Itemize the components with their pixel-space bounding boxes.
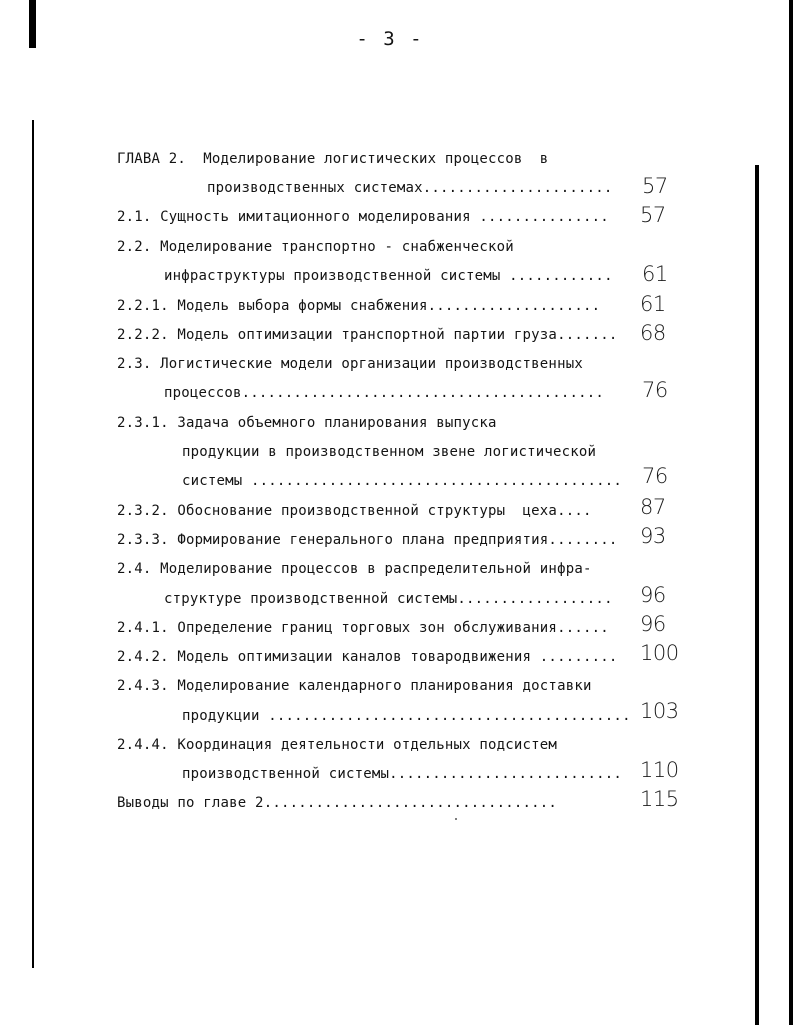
- toc-line: [207, 176, 613, 200]
- toc-entry-text: процессов..........................................: [164, 385, 605, 401]
- toc-line: [164, 381, 604, 405]
- toc-page-number: 57: [640, 203, 666, 227]
- toc-entry-text: продукции в производственном звене логистической: [182, 444, 597, 460]
- toc-page-number: 68: [640, 321, 666, 345]
- toc-entry-text: 2.2.2. Модель оптимизации транспортной партии груза.......: [117, 327, 618, 343]
- toc-page-number: 96: [640, 583, 666, 607]
- toc-line: [117, 205, 609, 229]
- toc-entry-text: инфраструктуры производственной системы ............: [164, 268, 613, 284]
- toc-line: [117, 791, 557, 815]
- toc-line: [182, 762, 622, 786]
- toc-entry-text: 2.1. Сущность имитационного моделирования ...............: [117, 209, 609, 225]
- toc-entry-text: 2.4.2. Модель оптимизации каналов товародвижения .........: [117, 649, 618, 665]
- toc-entry-text: 2.4.4. Координация деятельности отдельных подсистем: [117, 737, 558, 753]
- toc-line: [117, 733, 557, 757]
- toc-line: [117, 528, 617, 552]
- toc-line: [164, 587, 613, 611]
- scan-edge-mark: [755, 165, 759, 1025]
- toc-line: [117, 616, 609, 640]
- toc-page-number: 110: [640, 758, 679, 782]
- toc-entry-text: продукции ..........................................: [182, 708, 631, 724]
- toc-line: [182, 704, 631, 728]
- toc-line: [182, 440, 596, 464]
- toc-line: [117, 499, 592, 523]
- toc-entry-text: производственной системы...........................: [182, 766, 623, 782]
- toc-line: [117, 323, 617, 347]
- scan-speck: [455, 818, 457, 820]
- toc-entry-text: ГЛАВА 2. Моделирование логистических процессов в: [117, 151, 549, 167]
- page-number: - 3 -: [356, 28, 424, 50]
- toc-entry-text: системы ...........................................: [182, 473, 623, 489]
- toc-entry-text: 2.3.3. Формирование генерального плана предприятия........: [117, 532, 618, 548]
- toc-line: [117, 411, 497, 435]
- scan-edge-mark: [789, 0, 793, 1025]
- toc-line: [117, 645, 617, 669]
- toc-page-number: 115: [640, 787, 679, 811]
- toc-entry-text: Выводы по главе 2..................................: [117, 795, 558, 811]
- toc-entry-text: 2.4.3. Моделирование календарного планирования доставки: [117, 678, 592, 694]
- toc-entry-text: производственных системах......................: [207, 180, 613, 196]
- toc-entry-text: 2.3.2. Обоснование производственной структуры цеха....: [117, 503, 592, 519]
- toc-entry-text: структуре производственной системы..................: [164, 591, 613, 607]
- toc-line: [164, 264, 613, 288]
- toc-entry-text: 2.4. Моделирование процессов в распределительной инфра-: [117, 561, 592, 577]
- toc-page-number: 103: [640, 699, 679, 723]
- toc-page-number: 93: [640, 524, 666, 548]
- toc-page-number: 61: [640, 292, 666, 316]
- toc-page-number: 61: [642, 262, 668, 286]
- toc-line: [117, 235, 514, 259]
- toc-entry-text: 2.3.1. Задача объемного планирования выпуска: [117, 415, 497, 431]
- toc-line: [117, 674, 592, 698]
- toc-entry-text: 2.2. Моделирование транспортно - снабженческой: [117, 239, 514, 255]
- toc-page-number: 100: [640, 641, 679, 665]
- scan-edge-mark: [29, 0, 36, 48]
- toc-line: [182, 469, 622, 493]
- toc-line: [117, 352, 583, 376]
- toc-line: [117, 557, 592, 581]
- toc-page-number: 57: [642, 174, 668, 198]
- toc-page-number: 87: [640, 495, 666, 519]
- scan-edge-mark: [32, 120, 34, 968]
- toc-entry-text: 2.2.1. Модель выбора формы снабжения....................: [117, 298, 601, 314]
- toc-entry-text: 2.4.1. Определение границ торговых зон обслуживания......: [117, 620, 609, 636]
- toc-page-number: 96: [640, 612, 666, 636]
- toc-line: [117, 294, 600, 318]
- toc-page-number: 76: [642, 464, 668, 488]
- toc-line: [117, 147, 548, 171]
- toc-page-number: 76: [642, 378, 668, 402]
- toc-entry-text: 2.3. Логистические модели организации производственных: [117, 356, 583, 372]
